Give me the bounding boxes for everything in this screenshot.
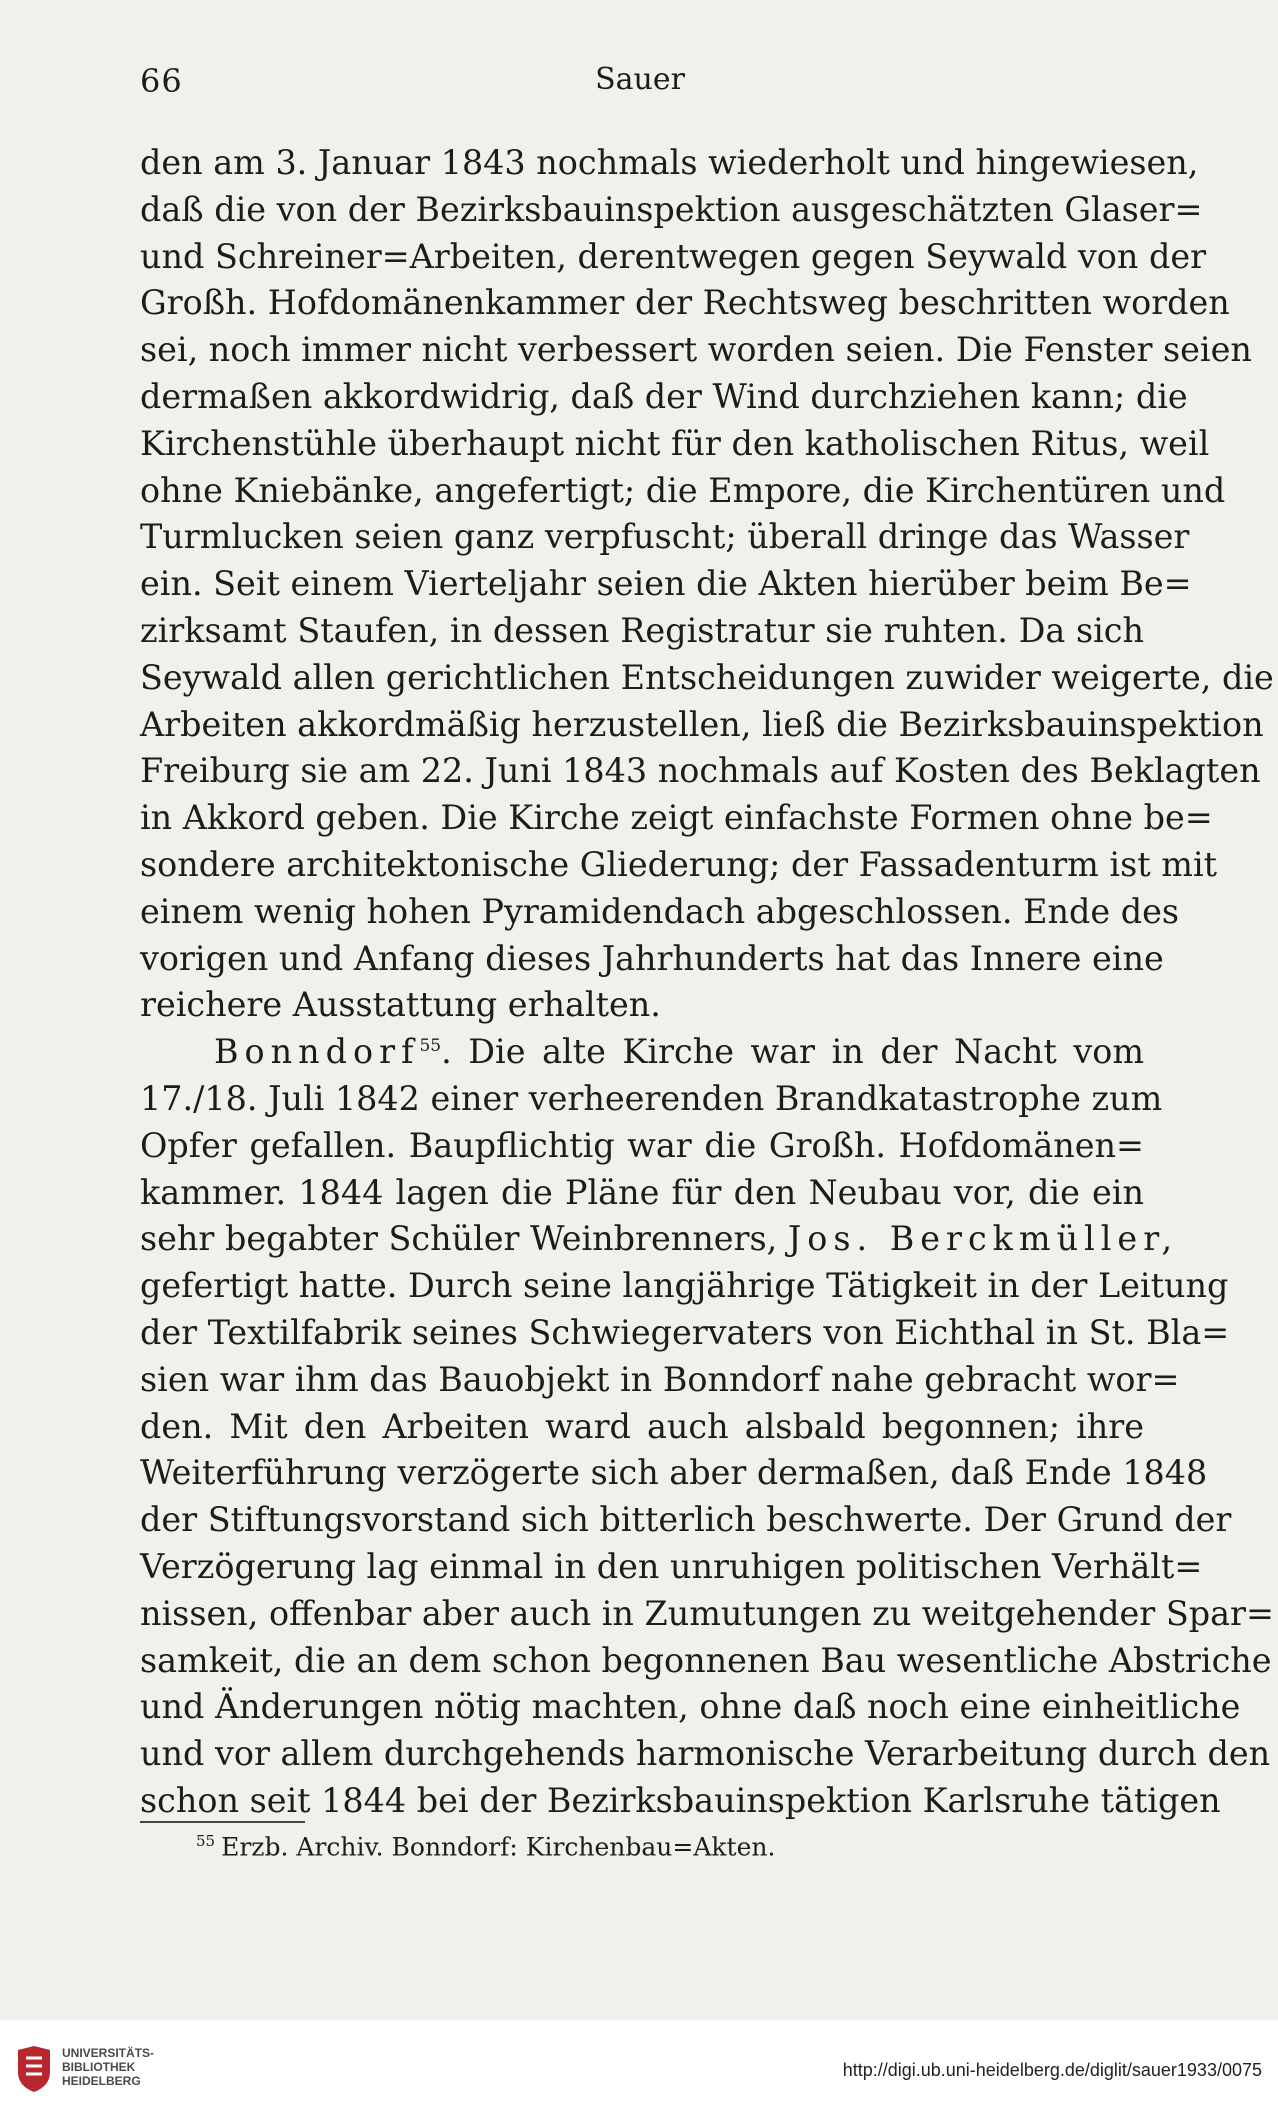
- text-line: sei, noch immer nicht verbessert worden seien. Die Fenster seien: [140, 330, 1252, 370]
- text-line: gefertigt hatte. Durch seine langjährige Tätigkeit in der Leitung: [140, 1266, 1229, 1306]
- footnote-reference: 55: [419, 1036, 442, 1057]
- text-line: vorigen und Anfang dieses Jahrhunderts hat das Innere eine: [140, 938, 1164, 978]
- library-logo[interactable]: [14, 2044, 164, 2100]
- source-url-link[interactable]: http://digi.ub.uni-heidelberg.de/diglit/sauer1933/0075: [842, 2060, 1262, 2080]
- text-line: und Schreiner=Arbeiten, derentwegen gegen Seywald von der: [140, 236, 1207, 276]
- text-line: und vor allem durchgehends harmonische Verarbeitung durch den: [140, 1734, 1271, 1774]
- footnote-text: Erzb. Archiv. Bonndorf: Kirchenbau=Akten.: [221, 1832, 776, 1862]
- text-line: dermaßen akkordwidrig, daß der Wind durchziehen kann; die: [140, 376, 1188, 416]
- text-line: Verzögerung lag einmal in den unruhigen politischen Verhält=: [140, 1546, 1203, 1586]
- text-line: reichere Ausstattung erhalten.: [140, 985, 661, 1025]
- paragraph-bonndorf-first-line: [140, 1029, 1144, 1076]
- text-line: kammer. 1844 lagen die Pläne für den Neubau vor, die ein: [140, 1172, 1144, 1212]
- logo-line: UNIVERSITÄTS-: [62, 2046, 155, 2060]
- footnote: [196, 1832, 775, 1861]
- text-line: der Textilfabrik seines Schwiegervaters von Eichthal in St. Bla=: [140, 1312, 1230, 1352]
- text-line: ein. Seit einem Vierteljahr seien die Akten hierüber beim Be=: [140, 564, 1192, 604]
- page-header: [140, 62, 1140, 106]
- text-line: in Akkord geben. Die Kirche zeigt einfachste Formen ohne be=: [140, 798, 1213, 838]
- text-line: sondere architektonische Gliederung; der Fassadenturm ist mit: [140, 844, 1218, 884]
- text-line: daß die von der Bezirksbauinspektion ausgeschätzten Glaser=: [140, 189, 1203, 229]
- text-line: und Änderungen nötig machten, ohne daß noch eine einheitliche: [140, 1687, 1241, 1727]
- place-name-bonndorf: Bonndorf: [214, 1032, 420, 1072]
- running-title: Sauer: [595, 62, 685, 97]
- university-seal-icon: [14, 2044, 54, 2094]
- text-line: Großh. Hofdomänenkammer der Rechtsweg beschritten worden: [140, 283, 1230, 323]
- text-line: schon seit 1844 bei der Bezirksbauinspektion Karlsruhe tätigen: [140, 1780, 1221, 1820]
- text-line: samkeit, die an dem schon begonnenen Bau wesentliche Abstriche: [140, 1640, 1272, 1680]
- footnote-divider: [140, 1821, 305, 1823]
- logo-line: BIBLIOTHEK: [62, 2060, 136, 2074]
- text-line: nissen, offenbar aber auch in Zumutungen zu weitgehender Spar=: [140, 1593, 1274, 1633]
- text-line: sien war ihm das Bauobjekt in Bonndorf nahe gebracht wor=: [140, 1359, 1180, 1399]
- text-line: Freiburg sie am 22. Juni 1843 nochmals auf Kosten des Beklagten: [140, 751, 1261, 791]
- text-line-berckmueller: [140, 1216, 1179, 1263]
- body-text: [140, 140, 1274, 1825]
- text-line: Turmlucken seien ganz verpfuscht; überall dringe das Wasser: [140, 517, 1190, 557]
- footnote-number: 55: [196, 1832, 216, 1850]
- text-line: ohne Kniebänke, angefertigt; die Empore, die Kirchentüren und: [140, 470, 1226, 510]
- text-line: zirksamt Staufen, in dessen Registratur sie ruhten. Da sich: [140, 610, 1144, 650]
- person-name-berckmueller: Jos. Berckmüller,: [787, 1219, 1179, 1259]
- logo-line: HEIDELBERG: [62, 2074, 141, 2088]
- library-name: [62, 2046, 154, 2088]
- text-line: der Stiftungsvorstand sich bitterlich beschwerte. Der Grund der: [140, 1500, 1232, 1540]
- text-line: Opfer gefallen. Baupflichtig war die Großh. Hofdomänen=: [140, 1125, 1144, 1165]
- text-line-rest: . Die alte Kirche war in der Nacht vom: [441, 1032, 1144, 1072]
- text-line: 17./18. Juli 1842 einer verheerenden Brandkatastrophe zum: [140, 1078, 1163, 1118]
- page-number: 66: [140, 62, 183, 100]
- text-line-pre: sehr begabter Schüler Weinbrenners,: [140, 1219, 788, 1259]
- text-line: Weiterführung verzögerte sich aber dermaßen, daß Ende 1848: [140, 1453, 1208, 1493]
- text-line: Arbeiten akkordmäßig herzustellen, ließ die Bezirksbauinspektion: [140, 704, 1264, 744]
- text-line: einem wenig hohen Pyramidendach abgeschlossen. Ende des: [140, 891, 1179, 931]
- text-line: den. Mit den Arbeiten ward auch alsbald begonnen; ihre: [140, 1406, 1144, 1446]
- text-line: den am 3. Januar 1843 nochmals wiederholt und hingewiesen,: [140, 143, 1199, 182]
- text-line: Seywald allen gerichtlichen Entscheidungen zuwider weigerte, die: [140, 657, 1274, 697]
- text-line: Kirchenstühle überhaupt nicht für den katholischen Ritus, weil: [140, 423, 1210, 463]
